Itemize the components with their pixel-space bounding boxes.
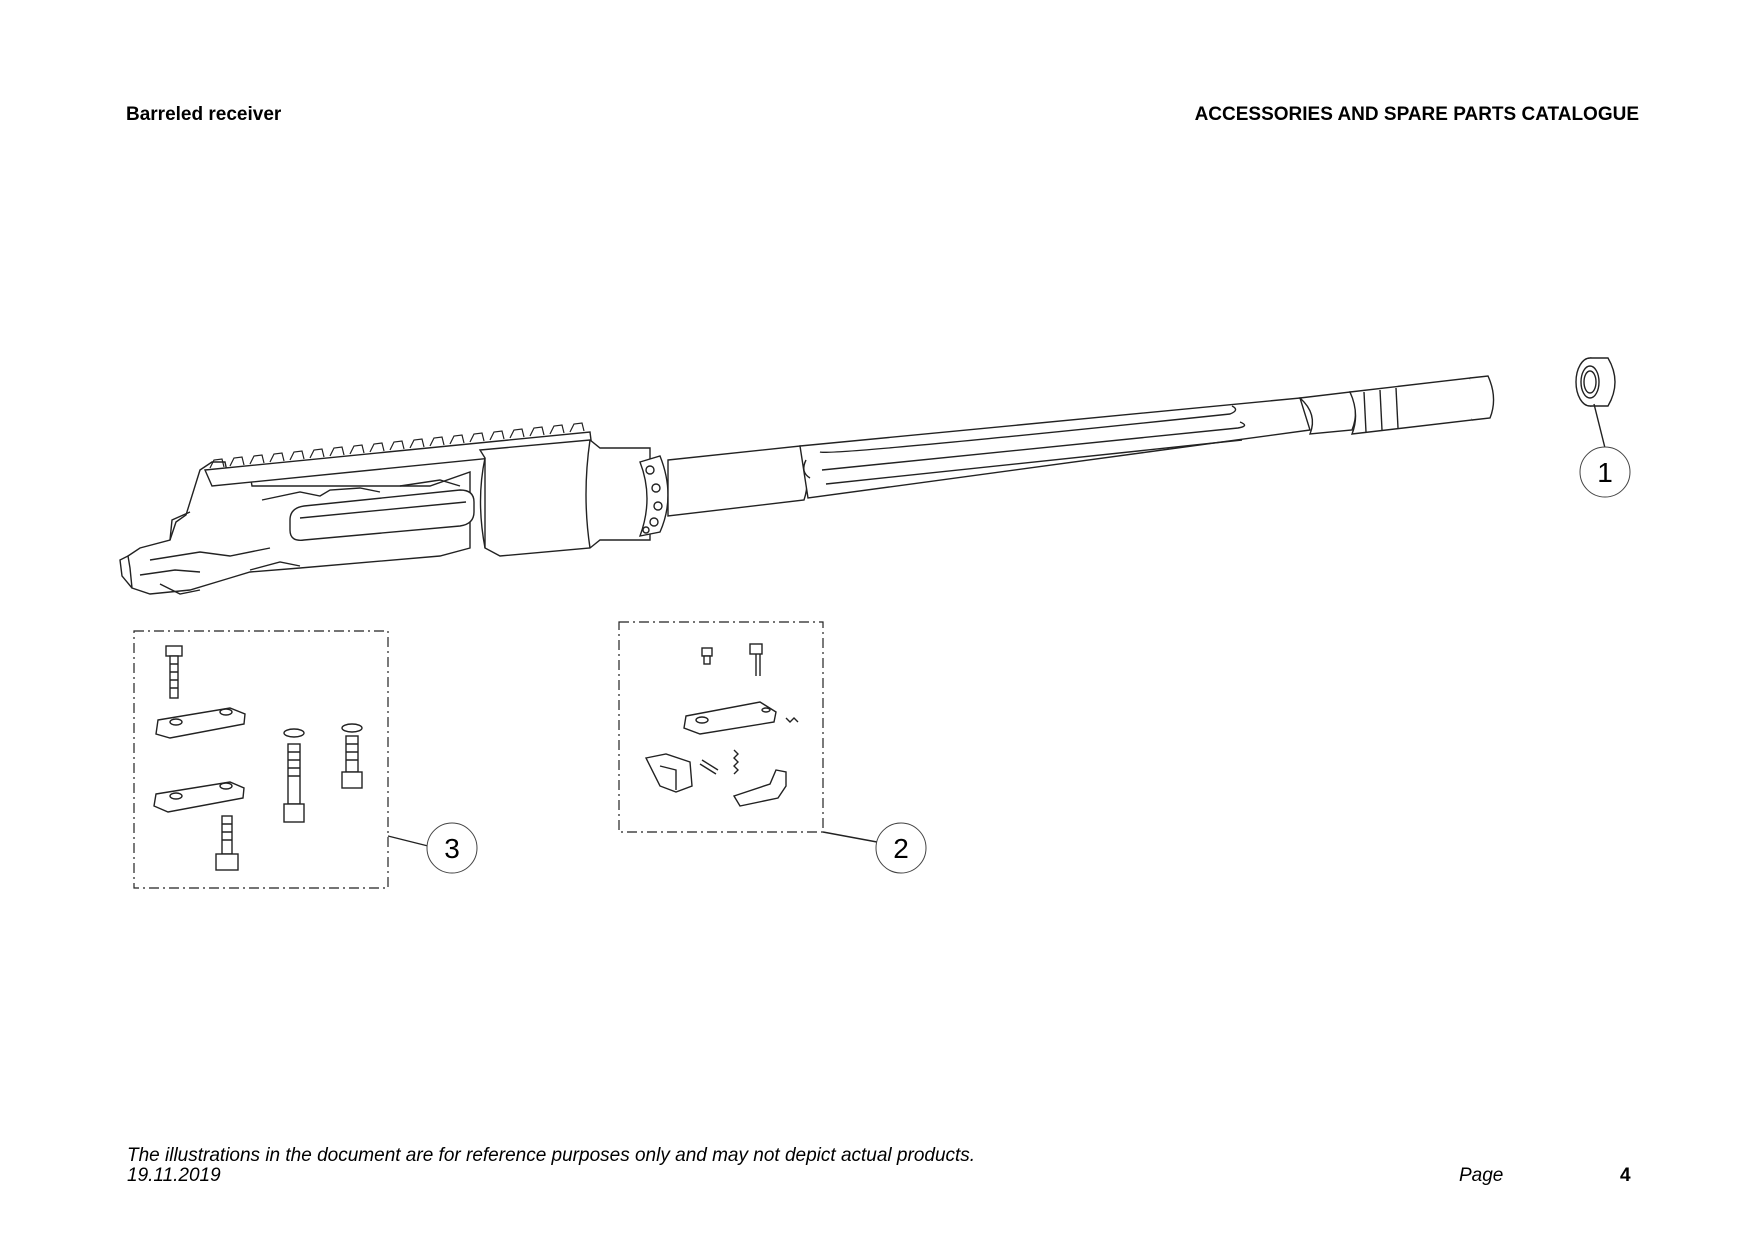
section-title: Barreled receiver bbox=[126, 104, 282, 125]
callout-2 bbox=[876, 823, 926, 873]
footer-date: 19.11.2019 bbox=[127, 1165, 221, 1186]
callout-1-label: 1 bbox=[1597, 457, 1613, 488]
callout-2-label: 2 bbox=[893, 833, 909, 864]
callout-3 bbox=[427, 823, 477, 873]
catalogue-title: ACCESSORIES AND SPARE PARTS CATALOGUE bbox=[1194, 104, 1639, 125]
thread-cap-illustration bbox=[1576, 358, 1615, 452]
footer-disclaimer: The illustrations in the document are for reference purposes only and may not depict actual products. bbox=[127, 1145, 976, 1166]
barreled-receiver-illustration bbox=[120, 376, 1494, 594]
callout-3-label: 3 bbox=[444, 833, 460, 864]
kit-2-parts-illustration bbox=[646, 644, 798, 806]
kit-3-parts-illustration bbox=[154, 646, 362, 870]
callout-1 bbox=[1580, 447, 1630, 497]
footer-page-number: 4 bbox=[1620, 1165, 1631, 1186]
footer-page-label: Page bbox=[1459, 1165, 1504, 1186]
